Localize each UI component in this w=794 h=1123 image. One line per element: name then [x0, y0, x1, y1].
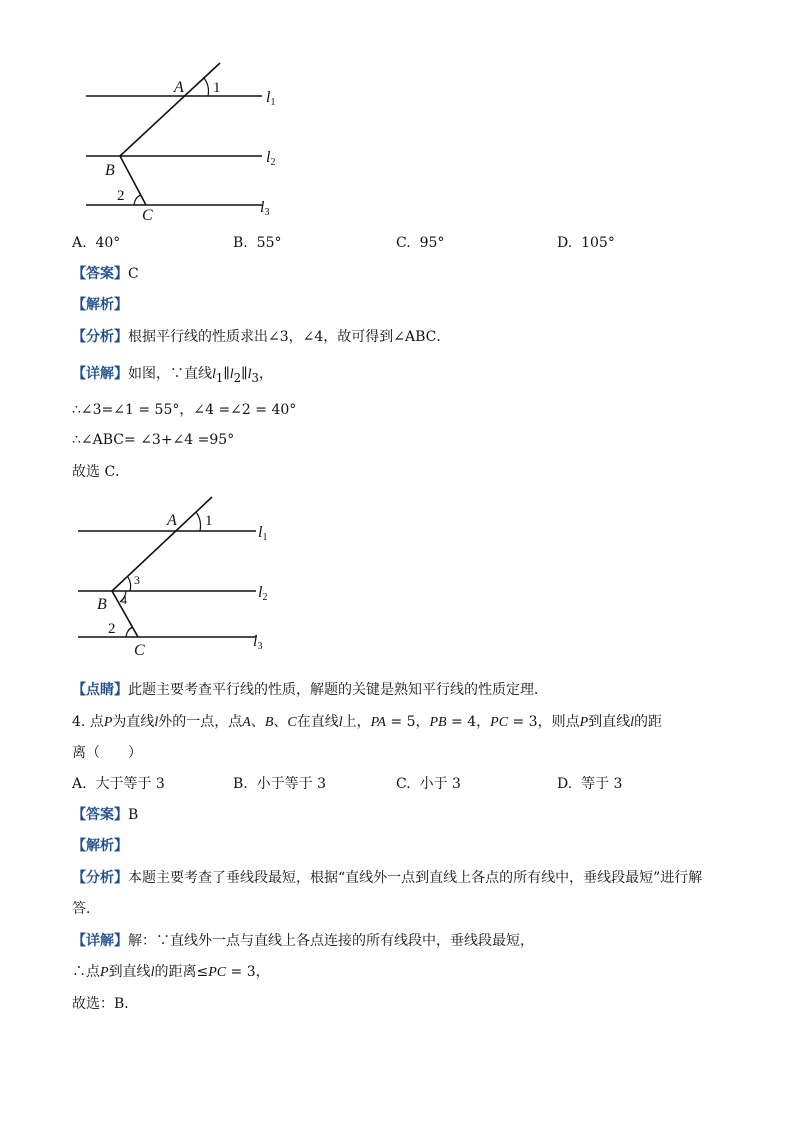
q4-conclusion [72, 962, 270, 983]
q3-answer [72, 264, 139, 284]
xiangjie-text: 如图，∵直线 [128, 366, 212, 382]
var-l: l [229, 367, 234, 382]
sub-1: 1 [215, 370, 224, 385]
q3-option-a [72, 233, 120, 253]
angle-1-arc [204, 78, 209, 96]
conclusion-text: = 3， [226, 964, 270, 980]
answer-tag: 【答案】 [72, 807, 128, 823]
option-text: 小于等于 3 [256, 776, 327, 792]
fenxi-tag: 【分析】 [72, 870, 128, 886]
q4-option-a [72, 774, 165, 794]
q3-jiexi [72, 295, 128, 315]
stem-text: 外的一点，点 [158, 714, 243, 730]
q4-option-c [396, 774, 461, 794]
fenxi-text: 本题主要考查了垂线段最短，根据“直线外一点到直线上各点的所有线中，垂线段最短”进行解 [128, 870, 703, 886]
transversal-ab [120, 63, 220, 156]
figure-1 [80, 58, 300, 226]
fenxi-text: 根据平行线的性质求出∠3，∠4，故可得到∠ABC． [128, 329, 451, 345]
option-text: 95° [419, 235, 445, 251]
q4-fenxi-line-1 [72, 868, 702, 888]
q4-answer [72, 805, 138, 825]
q3-step-1: ∴∠3=∠1 = 55°，∠4 =∠2 = 40° [72, 402, 297, 418]
option-letter: A. [72, 776, 87, 792]
line-l2-label: l2 [258, 584, 268, 603]
point-a-label: A [174, 79, 184, 96]
var-p: P [579, 715, 589, 730]
parallel-symbol: ∥ [223, 366, 230, 382]
point-b-label: B [97, 596, 107, 613]
q4-stem-line-2: 离（ ） [72, 745, 142, 761]
answer-tag: 【答案】 [72, 266, 128, 282]
var-l: l [247, 367, 252, 382]
angle-2-label: 2 [117, 188, 125, 204]
q3-choose: 故选 C． [72, 464, 130, 480]
stem-text: 到直线 [588, 714, 631, 730]
line-l3-label: l3 [260, 199, 270, 218]
var-c: C [287, 715, 297, 730]
parallel-lines-diagram-1 [80, 58, 300, 226]
stem-text: 为直线 [112, 714, 155, 730]
xiangjie-text: 解：∵直线外一点与直线上各点连接的所有线段中，垂线段最短， [128, 933, 534, 949]
q4-option-b [233, 774, 326, 794]
angle-1-arc [196, 512, 201, 531]
q4-jiexi [72, 836, 128, 856]
angle-1-label: 1 [213, 80, 221, 96]
xiangjie-tag: 【详解】 [72, 933, 128, 949]
option-text: 40° [95, 235, 121, 251]
analysis-tag: 【解析】 [72, 297, 128, 313]
conclusion-text: 的距离≤ [154, 964, 209, 980]
option-text: 105° [581, 235, 615, 251]
angle-3-arc [128, 577, 131, 591]
var-l: l [212, 367, 216, 382]
parallel-lines-diagram-2 [72, 494, 292, 662]
stem-text: 的距 [634, 714, 663, 730]
dianjing-text: 此题主要考查平行线的性质，解题的关键是熟知平行线的性质定理． [128, 682, 548, 698]
var-p: P [103, 715, 113, 730]
angle-2-label: 2 [108, 621, 116, 637]
q3-option-c [396, 233, 444, 253]
var-l: l [150, 965, 155, 980]
option-letter: B. [233, 235, 248, 251]
point-b-label: B [105, 162, 115, 179]
q3-xiangjie [72, 364, 273, 388]
stem-text: 点 [89, 714, 104, 730]
analysis-tag: 【解析】 [72, 838, 128, 854]
stem-text: 上， [342, 714, 371, 730]
option-letter: A. [72, 235, 87, 251]
point-c-label: C [134, 642, 145, 659]
q4-xiangjie [72, 931, 534, 951]
sub-3: 3 [251, 370, 259, 385]
option-text: 大于等于 3 [95, 776, 165, 792]
punct: ， [258, 366, 273, 382]
line-l1-label: l1 [266, 89, 276, 108]
option-letter: C. [396, 235, 411, 251]
conclusion-text: 到直线 [108, 964, 151, 980]
var-pa: PA [370, 715, 386, 730]
option-letter: B. [233, 776, 248, 792]
var-pc: PC [490, 715, 509, 730]
angle-4-label: 4 [121, 593, 127, 607]
figure-2 [72, 494, 292, 662]
point-a-label: A [167, 512, 177, 529]
option-letter: D. [557, 235, 573, 251]
q3-dianjing [72, 680, 548, 700]
option-letter: C. [396, 776, 411, 792]
var-l: l [338, 715, 343, 730]
q4-option-d [557, 774, 622, 794]
stem-text: 、 [250, 714, 265, 730]
conclusion-text: ∴点 [72, 964, 100, 980]
var-pc: PC [208, 965, 227, 980]
option-text: 55° [256, 235, 282, 251]
q3-option-b [233, 233, 281, 253]
transversal-ab [112, 497, 212, 591]
var-l: l [630, 715, 635, 730]
fenxi-tag: 【分析】 [72, 329, 128, 345]
option-text: 小于 3 [419, 776, 461, 792]
q3-step-2: ∴∠ABC= ∠3+∠4 =95° [72, 432, 235, 448]
q3-fenxi [72, 327, 450, 347]
stem-text: 在直线 [296, 714, 339, 730]
option-text: 等于 3 [581, 776, 623, 792]
stem-text: 、 [273, 714, 288, 730]
var-b: B [264, 715, 274, 730]
answer-value: B [128, 807, 139, 823]
q4-stem-line-1 [72, 712, 662, 733]
angle-3-label: 3 [134, 573, 140, 587]
var-pb: PB [429, 715, 447, 730]
answer-value: C [128, 266, 139, 282]
stem-text: = 4， [446, 714, 491, 730]
line-l2-label: l2 [266, 149, 276, 168]
sub-2: 2 [233, 370, 242, 385]
var-l: l [154, 715, 159, 730]
angle-2-arc [134, 195, 141, 205]
q3-option-d [557, 233, 615, 253]
var-a: A [242, 715, 251, 730]
var-p: P [100, 965, 109, 980]
angle-2-arc [126, 627, 133, 637]
question-number: 4. [72, 714, 86, 730]
option-letter: D. [557, 776, 573, 792]
q4-choose: 故选：B． [72, 996, 139, 1012]
point-c-label: C [142, 207, 153, 224]
line-l3-label: l3 [253, 633, 263, 652]
q4-fenxi-line-2: 答． [72, 901, 100, 917]
angle-1-label: 1 [205, 513, 213, 529]
xiangjie-tag: 【详解】 [72, 366, 128, 382]
stem-text: = 5， [385, 714, 430, 730]
dianjing-tag: 【点睛】 [72, 682, 128, 698]
line-l1-label: l1 [258, 524, 268, 543]
parallel-symbol: ∥ [241, 366, 248, 382]
stem-text: = 3，则点 [508, 714, 580, 730]
